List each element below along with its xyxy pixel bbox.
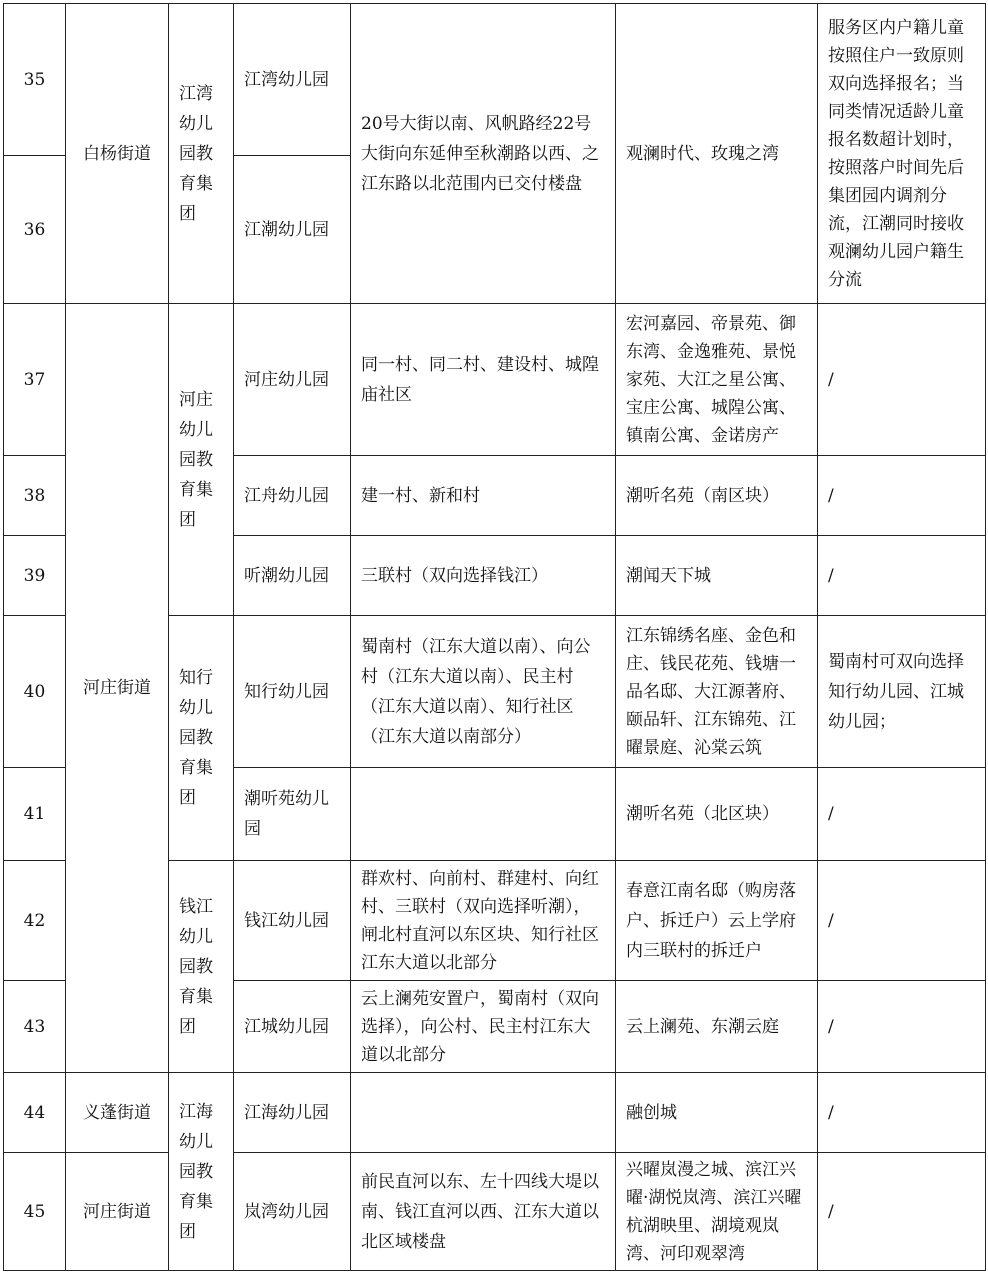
group-cell: 钱江幼儿园教育集团 — [169, 861, 234, 1073]
row-number: 42 — [4, 861, 66, 981]
estates-cell: 兴曜岚漫之城、滨江兴曜·湖悦岚湾、滨江兴曜杭湖映里、湖境观岚湾、河印观翠湾 — [616, 1153, 818, 1271]
note-cell: / — [818, 1153, 986, 1271]
row-number: 41 — [4, 768, 66, 861]
area-cell: 群欢村、向前村、群建村、向红村、三联村（双向选择听潮），闸北村直河以东区块、知行社区江东大道以北部分 — [351, 861, 616, 981]
estates-cell: 江东锦绣名座、金色和庄、钱民花苑、钱塘一品名邸、大江源著府、颐品轩、江东锦苑、江曜景庭、沁棠云筑 — [616, 616, 818, 768]
area-cell: 前民直河以东、左十四线大堤以南、钱江直河以西、江东大道以北区域楼盘 — [351, 1153, 616, 1271]
kindergarten-cell: 知行幼儿园 — [234, 616, 351, 768]
table-row — [4, 1153, 986, 1271]
row-number: 40 — [4, 616, 66, 768]
group-cell: 知行幼儿园教育集团 — [169, 616, 234, 861]
area-cell — [351, 1073, 616, 1153]
estates-cell: 云上澜苑、东潮云庭 — [616, 981, 818, 1073]
row-number: 39 — [4, 536, 66, 616]
table-row — [4, 4, 986, 156]
estates-cell: 潮听名苑（南区块） — [616, 456, 818, 536]
area-cell: 同一村、同二村、建设村、城隍庙社区 — [351, 304, 616, 456]
row-number: 38 — [4, 456, 66, 536]
area-cell: 蜀南村（江东大道以南）、向公村（江东大道以南）、民主村（江东大道以南）、知行社区（江东大道以南部分） — [351, 616, 616, 768]
enrollment-table — [3, 3, 986, 1271]
kindergarten-cell: 江海幼儿园 — [234, 1073, 351, 1153]
group-cell: 河庄幼儿园教育集团 — [169, 304, 234, 616]
note-cell: / — [818, 304, 986, 456]
estates-cell: 潮听名苑（北区块） — [616, 768, 818, 861]
area-cell — [351, 768, 616, 861]
street-cell: 义蓬街道 — [66, 1073, 169, 1153]
street-cell: 河庄街道 — [66, 304, 169, 1073]
kindergarten-cell: 河庄幼儿园 — [234, 304, 351, 456]
kindergarten-cell: 江舟幼儿园 — [234, 456, 351, 536]
kindergarten-cell: 岚湾幼儿园 — [234, 1153, 351, 1271]
row-number: 44 — [4, 1073, 66, 1153]
note-cell: / — [818, 1073, 986, 1153]
note-cell: / — [818, 861, 986, 981]
area-cell: 建一村、新和村 — [351, 456, 616, 536]
area-cell: 20号大街以南、风帆路经22号大街向东延伸至秋潮路以西、之江东路以北范围内已交付楼盘 — [351, 4, 616, 304]
kindergarten-cell: 听潮幼儿园 — [234, 536, 351, 616]
group-cell: 江湾幼儿园教育集团 — [169, 4, 234, 304]
note-cell: / — [818, 981, 986, 1073]
area-cell: 云上澜苑安置户，蜀南村（双向选择），向公村、民主村江东大道以北部分 — [351, 981, 616, 1073]
row-number: 37 — [4, 304, 66, 456]
note-cell: 服务区内户籍儿童按照住户一致原则双向选择报名；当同类情况适龄儿童报名数超计划时，按照落户时间先后集团园内调剂分流，江潮同时接收观澜幼儿园户籍生分流 — [818, 4, 986, 304]
row-number: 35 — [4, 4, 66, 156]
estates-cell: 融创城 — [616, 1073, 818, 1153]
group-cell: 江海幼儿园教育集团 — [169, 1073, 234, 1271]
note-cell: / — [818, 456, 986, 536]
kindergarten-cell: 钱江幼儿园 — [234, 861, 351, 981]
area-cell: 三联村（双向选择钱江） — [351, 536, 616, 616]
kindergarten-cell: 潮听苑幼儿园 — [234, 768, 351, 861]
row-number: 36 — [4, 156, 66, 304]
estates-cell: 春意江南名邸（购房落户、拆迁户）云上学府内三联村的拆迁户 — [616, 861, 818, 981]
street-cell: 河庄街道 — [66, 1153, 169, 1271]
row-number: 43 — [4, 981, 66, 1073]
kindergarten-cell: 江潮幼儿园 — [234, 156, 351, 304]
note-cell: 蜀南村可双向选择知行幼儿园、江城幼儿园； — [818, 616, 986, 768]
street-cell: 白杨街道 — [66, 4, 169, 304]
kindergarten-cell: 江城幼儿园 — [234, 981, 351, 1073]
note-cell: / — [818, 768, 986, 861]
estates-cell: 潮闻天下城 — [616, 536, 818, 616]
kindergarten-cell: 江湾幼儿园 — [234, 4, 351, 156]
estates-cell: 观澜时代、玫瑰之湾 — [616, 4, 818, 304]
note-cell: / — [818, 536, 986, 616]
table-row — [4, 304, 986, 456]
table-row — [4, 1073, 986, 1153]
row-number: 45 — [4, 1153, 66, 1271]
estates-cell: 宏河嘉园、帝景苑、御东湾、金逸雅苑、景悦家苑、大江之星公寓、宝庄公寓、城隍公寓、镇南公寓、金诺房产 — [616, 304, 818, 456]
